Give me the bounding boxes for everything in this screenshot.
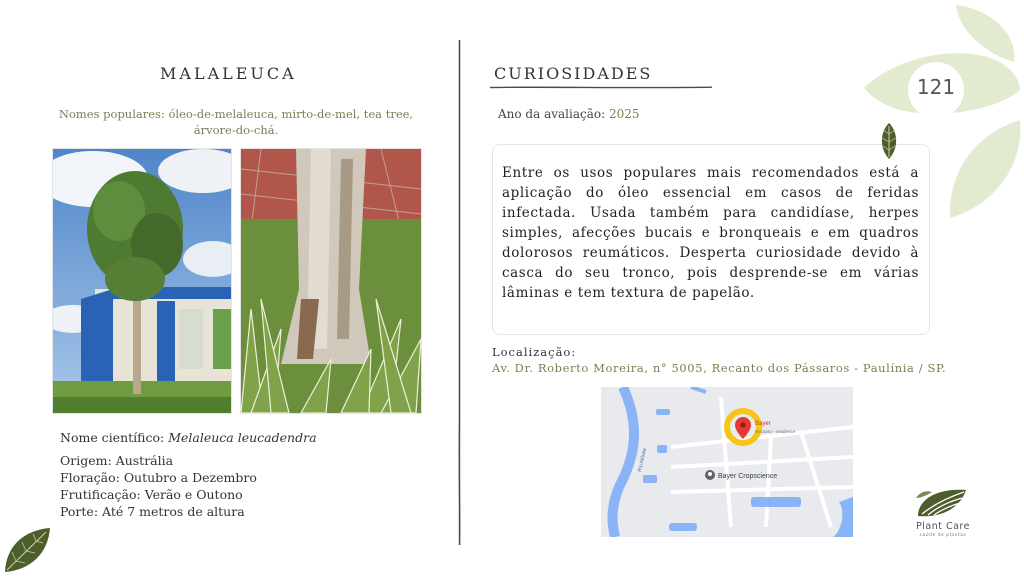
scientific-name-value: Melaleuca leucadendra — [168, 430, 317, 445]
map-pin-sublabel: Recanto - residence — [755, 429, 796, 434]
location-map[interactable] — [601, 387, 853, 537]
year-value: 2025 — [608, 107, 640, 121]
map-river-label: Rio Atibaia — [637, 447, 648, 473]
brand-tagline: saúde de plantas — [919, 533, 967, 538]
evaluation-year — [498, 107, 640, 121]
plant-facts — [60, 452, 257, 520]
page-number: 121 — [916, 75, 956, 99]
brand-name: Plant Care — [916, 521, 970, 532]
popular-names-label: Nomes populares: — [58, 107, 165, 121]
leaf-decoration-icon — [860, 0, 1024, 225]
tree-photo — [52, 148, 232, 414]
location-address: Av. Dr. Roberto Moreira, n° 5005, Recanto dos Pássaros - Paulínia / SP. — [492, 361, 947, 375]
title-underline — [490, 86, 712, 89]
section-title: CURIOSIDADES — [494, 64, 653, 83]
location-label: Localização: — [492, 345, 577, 359]
popular-names — [38, 106, 434, 138]
corner-leaf-icon — [2, 526, 52, 574]
fact-origin: Origem: Austrália — [60, 453, 174, 468]
trunk-photo — [240, 148, 422, 414]
fact-flowering: Floração: Outubro a Dezembro — [60, 470, 257, 485]
popular-names-value: óleo-de-melaleuca, mirto-de-mel, tea tree, árvore-do-chá. — [168, 107, 414, 137]
plant-title: MALALEUCA — [160, 64, 297, 83]
place-marker-icon — [705, 470, 715, 480]
small-leaf-icon — [878, 122, 900, 160]
plant-care-logo-icon — [914, 486, 970, 518]
scientific-name — [60, 430, 317, 445]
column-divider — [458, 40, 461, 545]
fact-fruiting: Frutificação: Verão e Outono — [60, 487, 243, 502]
curiosity-text: Entre os usos populares mais recomendados está a aplicação do óleo essencial em casos de feridas infectada. Usada também para candidíase, herpes simples, afecções bucais e bronqueais e em quadros dolorosos reumáticos. Desperta curiosidade devido à casca do seu tronco, pois desprende-se em várias lâminas e tem textura de papelão. — [502, 165, 919, 301]
year-label: Ano da avaliação: — [498, 107, 606, 121]
fact-size: Porte: Até 7 metros de altura — [60, 504, 245, 519]
map-place-label: Bayer Cropscience — [718, 473, 778, 480]
scientific-name-label: Nome científico: — [60, 430, 165, 445]
map-pin-label: Bayer — [755, 421, 771, 427]
